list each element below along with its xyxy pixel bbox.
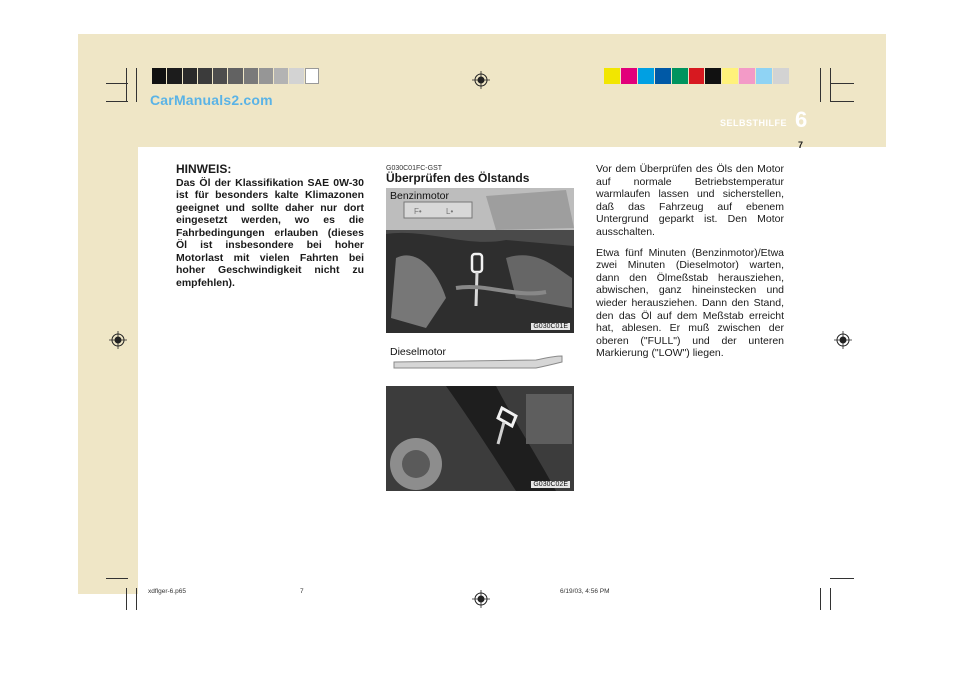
footer-page: 7 xyxy=(300,588,304,595)
figure-diesel-engine xyxy=(386,344,574,491)
crop-mark xyxy=(830,83,854,84)
note-heading: HINWEIS: xyxy=(176,162,232,176)
registration-swatch xyxy=(672,68,688,84)
registration-swatch xyxy=(756,68,772,84)
section-number: 6 xyxy=(795,107,808,132)
header-band xyxy=(78,34,886,147)
section-code: G030C01FC-GST xyxy=(386,165,443,172)
note-block xyxy=(176,163,364,289)
registration-swatch xyxy=(689,68,705,84)
watermark-link[interactable]: CarManuals2.com xyxy=(150,92,273,108)
left-margin-band xyxy=(78,147,138,594)
figure-label: Dieselmotor xyxy=(390,346,447,358)
footer-file: xdflger-6.p65 xyxy=(148,588,186,595)
note-text: Das Öl der Klassifikation SAE 0W-30 ist für besonders kalte Klimazonen geeignet und sollte daher nur dort eingesetzt werden, wo es die Fahrbedingungen erlauben (dieses Öl ist insbesondere bei hoher Motorlast mit vielen Fahrten bei hoher Geschwindigkeit nicht zu empfehlen). xyxy=(176,176,364,289)
registration-swatch xyxy=(213,68,227,84)
body-text xyxy=(596,163,784,368)
crop-mark xyxy=(820,68,821,102)
crop-mark xyxy=(830,68,831,102)
crop-mark xyxy=(830,578,854,579)
figure-label: Benzinmotor xyxy=(390,190,449,202)
registration-swatch xyxy=(773,68,789,84)
registration-swatch xyxy=(259,68,273,84)
section-heading: Überprüfen des Ölstands xyxy=(386,171,530,185)
crop-mark xyxy=(830,588,831,610)
section-title: SELBSTHILFE xyxy=(720,118,788,128)
registration-target-icon xyxy=(834,331,852,349)
registration-swatch xyxy=(705,68,721,84)
page-number: 7 xyxy=(798,140,804,150)
crop-mark xyxy=(106,83,128,84)
color-registration-bar xyxy=(604,68,790,84)
registration-swatch xyxy=(305,68,319,84)
registration-swatch xyxy=(638,68,654,84)
crop-mark xyxy=(106,101,128,102)
crop-mark xyxy=(126,68,127,102)
page-tab xyxy=(844,169,886,191)
footer-date: 6/19/03, 4:56 PM xyxy=(560,588,610,595)
crop-mark xyxy=(830,101,854,102)
registration-swatch xyxy=(604,68,620,84)
figure-gasoline-engine xyxy=(386,188,574,333)
registration-target-icon xyxy=(109,331,127,349)
registration-swatch xyxy=(621,68,637,84)
svg-text:F•: F• xyxy=(414,207,422,216)
registration-swatch xyxy=(739,68,755,84)
registration-target-icon xyxy=(472,71,490,89)
svg-text:L•: L• xyxy=(446,207,454,216)
crop-mark xyxy=(820,588,821,610)
grayscale-registration-bar xyxy=(152,68,320,84)
crop-mark xyxy=(126,588,127,610)
registration-swatch xyxy=(167,68,181,84)
crop-mark xyxy=(136,588,137,610)
crop-mark xyxy=(106,578,128,579)
registration-swatch xyxy=(722,68,738,84)
registration-swatch xyxy=(655,68,671,84)
figure-code: G030C01E xyxy=(533,323,568,330)
engine-photo-icon xyxy=(386,344,574,491)
crop-mark xyxy=(136,68,137,102)
registration-swatch xyxy=(183,68,197,84)
figure-code: G030C02E xyxy=(533,481,568,488)
registration-swatch xyxy=(274,68,288,84)
engine-photo-icon xyxy=(386,188,574,333)
registration-target-icon xyxy=(472,590,490,608)
registration-swatch xyxy=(289,68,303,84)
registration-swatch xyxy=(244,68,258,84)
paragraph: Vor dem Überprüfen des Öls den Motor auf normale Betriebstemperatur warmlaufen lassen und sicherstellen, daß das Fahrzeug auf ebenem Untergrund geparkt ist. Den Motor ausschalten. xyxy=(596,163,784,238)
registration-swatch xyxy=(198,68,212,84)
registration-swatch xyxy=(152,68,166,84)
paragraph: Etwa fünf Minuten (Benzinmotor)/Etwa zwei Minuten (Dieselmotor) warten, dann den Ölmeßstab herausziehen, abwischen, ganz hineinstecken und wieder herausziehen. Dann den Stand, den das Öl auf dem Meßstab erreicht hat, ablesen. Er muß zwischen der oberen ("FULL") und der unteren Markierung ("LOW") liegen. xyxy=(596,246,784,360)
registration-swatch xyxy=(228,68,242,84)
